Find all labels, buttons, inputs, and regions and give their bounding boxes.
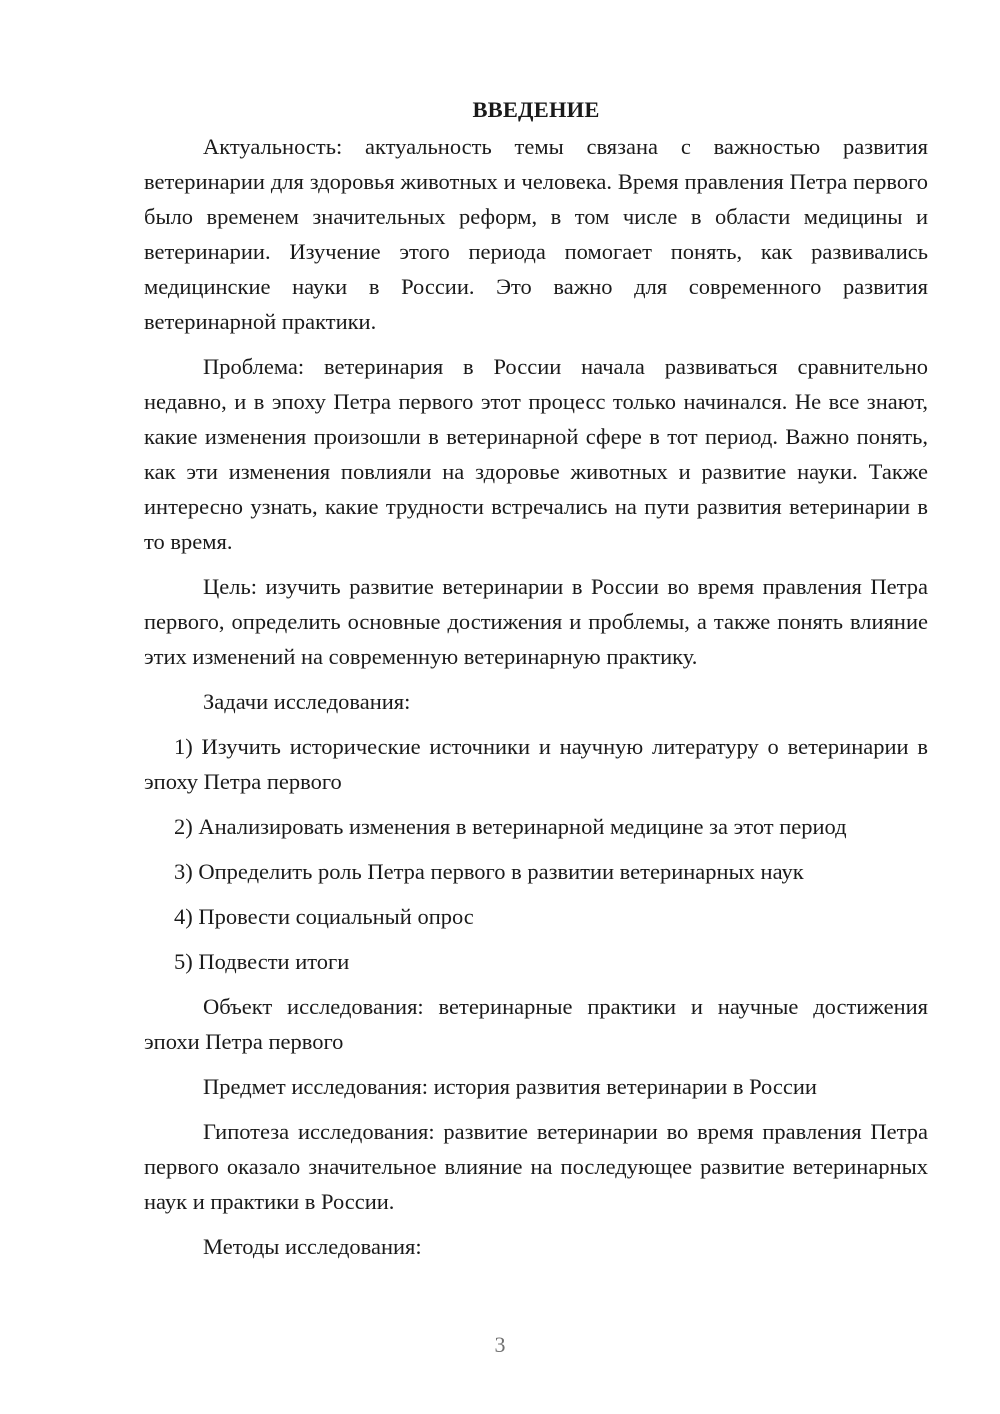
paragraph-goal: Цель: изучить развитие ветеринарии в России во время правления Петра первого, определить основные достижения и проблемы, а также понять влияние этих изменений на современную ветеринарную практику. <box>144 574 928 669</box>
paragraph-object: Объект исследования: ветеринарные практики и научные достижения эпохи Петра первого <box>144 994 928 1054</box>
tasks-heading: Задачи исследования: <box>203 689 411 714</box>
task-item-5: 5) Подвести итоги <box>174 949 350 974</box>
task-item-4: 4) Провести социальный опрос <box>174 904 474 929</box>
document-page <box>144 92 928 1274</box>
task-item-2: 2) Анализировать изменения в ветеринарной медицине за этот период <box>174 814 847 839</box>
page-number: 3 <box>494 1332 506 1357</box>
task-item-1: 1) Изучить исторические источники и научную литературу о ветеринарии в эпоху Петра первого <box>144 734 928 794</box>
methods-heading: Методы исследования: <box>203 1234 422 1259</box>
paragraph-problem: Проблема: ветеринария в России начала развиваться сравнительно недавно, и в эпоху Петра первого этот процесс только начинался. Не все знают, какие изменения произошли в ветеринарной сфере в тот период. Важно понять, как эти изменения повлияли на здоровье животных и развитие науки. Также интересно узнать, какие трудности встречались на пути развития ветеринарии в то время. <box>144 354 928 554</box>
paragraph-hypothesis: Гипотеза исследования: развитие ветеринарии во время правления Петра первого оказало значительное влияние на последующее развитие ветеринарных наук и практики в России. <box>144 1119 928 1214</box>
document-title: ВВЕДЕНИЕ <box>472 97 600 122</box>
paragraph-subject: Предмет исследования: история развития ветеринарии в России <box>203 1074 817 1099</box>
task-item-3: 3) Определить роль Петра первого в развитии ветеринарных наук <box>174 859 804 884</box>
paragraph-relevance: Актуальность: актуальность темы связана с важностью развития ветеринарии для здоровья животных и человека. Время правления Петра первого было временем значительных реформ, в том числе в области медицины и ветеринарии. Изучение этого периода помогает понять, как развивались медицинские науки в России. Это важно для современного развития ветеринарной практики. <box>144 134 928 334</box>
